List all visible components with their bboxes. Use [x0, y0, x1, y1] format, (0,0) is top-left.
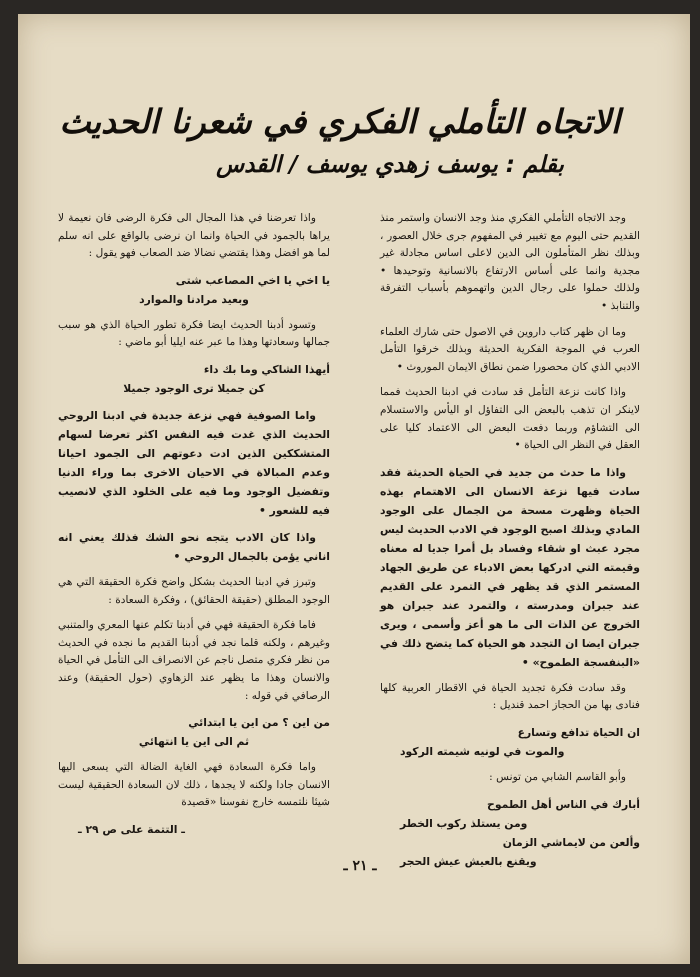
paragraph: فاما فكرة الحقيقة فهي في أدبنا تكلم عنها المعري والمتنبي وغيرهم ، ولكنه قلما نجد في أدبنا القديم ما نجده في الحديث من نظر فكري متصل ناجم عن الانصراف الى التأمل في الحياة والانسان وهذا ما يظهر عند الزهاوي (حول الحقيقة) وعند الرصافي في قوله :	[58, 619, 330, 702]
left-column	[58, 210, 330, 847]
paragraph: وقد سادت فكرة تجديد الحياة في الاقطار العربية كلها فنادى بها من الحجاز احمد قنديل :	[380, 681, 640, 712]
paragraph: وتبرز في ادبنا الحديث بشكل واضح فكرة الحقيقة التي هي الوجود المطلق (حقيقة الحقائق) ، وفكرة السعادة :	[58, 575, 330, 606]
verse-line: وألعن من لايماشي الزمان	[502, 835, 640, 849]
verse-line: أبارك في الناس أهل الطموح	[487, 797, 640, 811]
poem-verse	[380, 723, 640, 761]
paragraph-bold: واما الصوفية فهي نزعة جديدة في ادبنا الروحي الحديث الذي غدت فيه النفس اكثر تعرضا لسهام المتشككين الذين ادت دعوتهم الى الجمود احيانا وعدم المبالاة في الاحيان الاخرى بما وراء الدنيا وتفضيل الوجود وما فيه على الخلود الذي لانصيب فيه للشعور •	[58, 408, 330, 517]
verse-line: من اين ؟ من اين يا ابتدائي	[188, 716, 330, 730]
verse-line: وبعيد مرادنا والموارد	[139, 292, 249, 306]
verse-line: ان الحياة تدافع وتسارع	[517, 725, 640, 739]
continued-label: ـ التتمة على ص ٢٩ ـ	[78, 822, 185, 836]
paragraph: وتسود أدبنا الحديث ايضا فكرة تطور الحياة الذي هو سبب جمالها وسعادتها وهذا ما عبر عنه ايليا أبو ماضي :	[58, 318, 330, 349]
verse-line: ثم الى اين يا انتهائي	[138, 735, 250, 749]
continued-note	[58, 820, 330, 839]
poem-verse	[58, 271, 330, 309]
verse-line: ويقنع بالعيش عيش الحجر	[400, 854, 537, 868]
paragraph: وجد الاتجاه التأملي الفكري منذ وجد الانسان واستمر منذ القديم حتى اليوم مع تغيير في المفهوم جرى خلال العصور ، وبذلك نظر المتأملون الى الدين لاعلى اساس مجادلة غير مجدية وانما على أساس الارتفاع بالانسانية وتوحيدها • ولذلك حملوا على رجال الدين واتهموهم بأسباب التفرقة والتنابذ •	[380, 212, 640, 312]
verse-line: أيهذا الشاكي وما بك داء	[203, 362, 330, 376]
poem-verse	[58, 360, 330, 398]
right-column	[380, 210, 640, 879]
paragraph-bold: واذا ما حدث من جديد في الحياة الحديثة فقد سادت فيها نزعة الانسان الى الاهتمام بهذه الحياة وظهرت مسحة من الجمال على الوجود المادي وبذلك اصبح الوجود في الادب الحديث ليس مجرد عبث او شقاء وفساد بل أمرا جديا له معناه وقيمته التي ادركها بعض الادباء عن طريق الجهاد المستمر الذي قد يظهر في التمرد على القديم عند جبران ومدرسته ، والتمرد عند جبران هو الخروج عن الذات الى ما هو أعز وأسمى ، ويرى جبران ايضا ان التجدد هو الحياة كما يتضح ذلك في «البنفسجة الطموح» •	[380, 465, 640, 669]
verse-line: ومن يستلذ ركوب الخطر	[400, 816, 528, 830]
paragraph: واذا تعرضنا في هذا المجال الى فكرة الرضى فان نعيمة لا يراها بالجمود في الحياة وانما ان نرضى بالواقع على انه سلم لما هو افضل وهذا يقتضي نضالا ضد الصعاب فهو يقول :	[58, 212, 330, 260]
verse-line: كن جميلا ترى الوجود جميلا	[123, 381, 265, 395]
article-title: الاتجاه التأملي الفكري في شعرنا الحديث	[59, 102, 620, 141]
paragraph-bold: واذا كان الادب يتجه نحو الشك فذلك يعني انه اناني يؤمن بالجمال الروحي •	[58, 530, 330, 563]
paragraph: واما فكرة السعادة فهي الغاية الضالة التي يسعى اليها الانسان جادا ولكنه لا يجدها ، ذلك لان السعادة الحقيقية ليست شيئا نلتمسه خارج نفوسنا «قصيدة	[58, 761, 330, 809]
page-number: ـ ٢١ ـ	[343, 858, 377, 874]
verse-line: والموت في لونيه شيمته الركود	[400, 744, 565, 758]
verse-line: يا اخي يا اخي المصاعب شتى	[175, 273, 330, 287]
paragraph: وما ان ظهر كتاب داروين في الاصول حتى شارك العلماء العرب في الموجة الفكرية الحديثة وبذلك خرقوا التأمل الادبي الذي كان محصورا ضمن نطاق الايمان الموروث •	[380, 325, 640, 373]
paragraph: واذا كانت نزعة التأمل قد سادت في ادبنا الحديث فمما لاينكر ان تذهب بالبعض الى التفاؤل او اليأس والاستسلام الى التشاؤم وربما دفعت البعض الى الاعتماد كليا على العقل في النظر الى الحياة •	[380, 386, 640, 452]
paragraph: وأبو القاسم الشابي من تونس :	[489, 770, 626, 783]
article-byline: بقلم : يوسف زهدي يوسف / القدس	[216, 152, 564, 178]
poem-verse	[58, 713, 330, 751]
